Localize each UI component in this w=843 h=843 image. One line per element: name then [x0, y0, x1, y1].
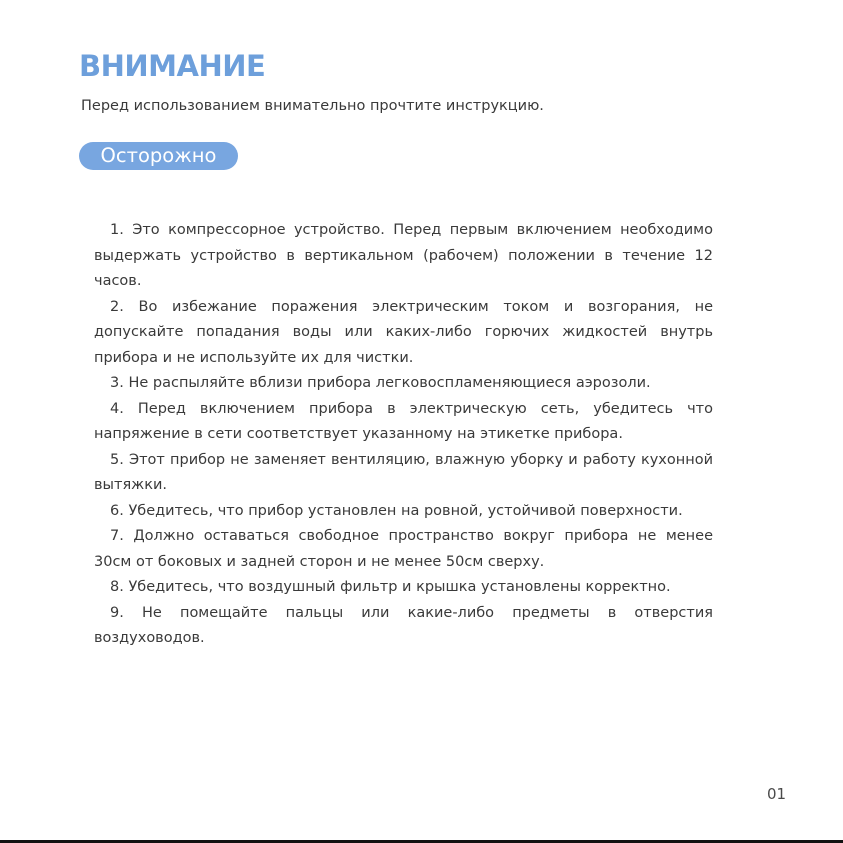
caution-badge: Осторожно — [79, 142, 238, 170]
page-number: 01 — [767, 785, 787, 803]
warning-list — [94, 218, 713, 652]
warning-item-6: 6. Убедитесь, что прибор установлен на ровной, устойчивой поверхности. — [110, 502, 683, 519]
warning-item-9: 9. Не помещайте пальцы или какие-либо предметы в отверстия воздуховодов. — [94, 604, 713, 646]
warning-item-4: 4. Перед включением прибора в электрическую сеть, убедитесь что напряжение в сети соответствует указанному на этикетке прибора. — [94, 400, 713, 442]
warning-item-2: 2. Во избежание поражения электрическим током и возгорания, не допускайте попадания воды или каких-либо горючих жидкостей внутрь прибора и не используйте их для чистки. — [94, 298, 713, 366]
warning-item-1: 1. Это компрессорное устройство. Перед первым включением необходимо выдержать устройство в вертикальном (рабочем) положении в течение 12 часов. — [94, 222, 713, 289]
warning-item-3: 3. Не распыляйте вблизи прибора легковоспламеняющиеся аэрозоли. — [110, 375, 651, 391]
page-subtitle: Перед использованием внимательно прочтите инструкцию. — [81, 98, 544, 114]
page-title: ВНИМАНИЕ — [79, 49, 266, 83]
warning-item-8: 8. Убедитесь, что воздушный фильтр и крышка установлены корректно. — [110, 579, 671, 595]
warning-item-7: 7. Должно оставаться свободное пространство вокруг прибора не менее 30см от боковых и задней сторон и не менее 50см сверху. — [94, 528, 713, 570]
warning-item-5: 5. Этот прибор не заменяет вентиляцию, влажную уборку и работу кухонной вытяжки. — [94, 451, 713, 493]
